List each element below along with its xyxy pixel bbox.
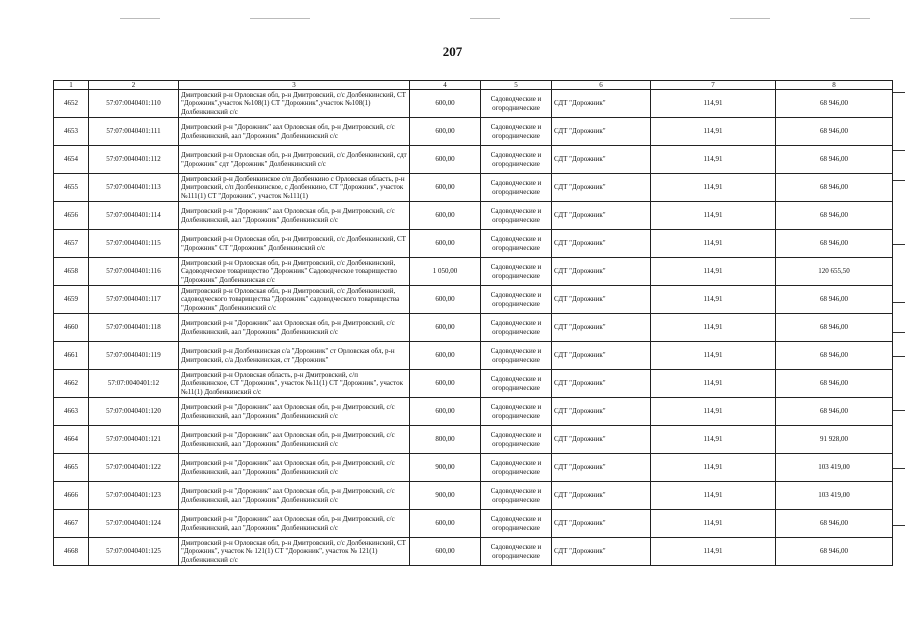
table-row: [54, 370, 893, 398]
edge-mark: [893, 180, 905, 181]
column-header: 3: [179, 81, 410, 90]
plot-address: Дмитровский р-н "Дорожник" аал Орловская обл, р-н Дмитровский, с/с Долбенкинский, аал "Дорожник" Долбенкинский с/с: [179, 482, 410, 510]
edge-mark: [893, 302, 905, 303]
scan-artifact: [730, 18, 770, 19]
plot-address: Дмитровский р-н Орловская обл, р-н Дмитровский, с/с Долбенкинский, сдт "Дорожник" сдт "Дорожник" Долбенкинский с/с: [179, 146, 410, 174]
row-number: 4660: [54, 314, 89, 342]
cadastral-cost: 68 946,00: [776, 398, 893, 426]
column-header: 7: [651, 81, 776, 90]
row-number: 4654: [54, 146, 89, 174]
edge-mark: [893, 410, 905, 411]
plot-address: Дмитровский р-н "Дорожник" аал Орловская обл, р-н Дмитровский, с/с Долбенкинский, аал "Дорожник" Долбенкинский с/с: [179, 202, 410, 230]
plot-area: 600,00: [410, 286, 481, 314]
plot-area: 600,00: [410, 118, 481, 146]
row-number: 4666: [54, 482, 89, 510]
row-number: 4667: [54, 510, 89, 538]
table-row: [54, 202, 893, 230]
table-row: [54, 482, 893, 510]
plot-address: Дмитровский р-н Долбенкинское с/п Долбенкино с Орловская область, р-н Дмитровский, с/п Долбенкинское, с Долбенкино, СТ "Дорожник", участок №111(1) СТ "Дорожник", участок №111(1): [179, 174, 410, 202]
plot-area: 600,00: [410, 342, 481, 370]
cadastral-number: 57:07:0040401:114: [89, 202, 179, 230]
cadastral-cost: 68 946,00: [776, 118, 893, 146]
page-number: 207: [442, 44, 463, 59]
cadastral-cost: 68 946,00: [776, 202, 893, 230]
cadastral-number: 57:07:0040401:112: [89, 146, 179, 174]
table-row: [54, 118, 893, 146]
table-row: [54, 258, 893, 286]
cadastral-number: 57:07:0040401:125: [89, 538, 179, 566]
plot-address: Дмитровский р-н Долбенкинская с/а "Дорожник" ст Орловская обл, р-н Дмитровский, с/а Долбенкинская, ст "Дорожник": [179, 342, 410, 370]
unit-price: 114,91: [651, 286, 776, 314]
land-use-category: Садоводческие и огороднические: [481, 370, 552, 398]
plot-area: 600,00: [410, 314, 481, 342]
plot-area: 600,00: [410, 90, 481, 118]
unit-price: 114,91: [651, 314, 776, 342]
edge-mark: [893, 332, 905, 333]
owner-name: СДТ "Дорожник": [552, 398, 651, 426]
plot-address: Дмитровский р-н "Дорожник" аал Орловская обл, р-н Дмитровский, с/с Долбенкинский, аал "Дорожник" Долбенкинский с/с: [179, 398, 410, 426]
unit-price: 114,91: [651, 454, 776, 482]
row-number: 4661: [54, 342, 89, 370]
unit-price: 114,91: [651, 90, 776, 118]
table-row: [54, 230, 893, 258]
table-row: [54, 426, 893, 454]
edge-mark: [893, 525, 905, 526]
table-row: [54, 314, 893, 342]
column-header: 5: [481, 81, 552, 90]
cadastral-number: 57:07:0040401:120: [89, 398, 179, 426]
table-row: [54, 90, 893, 118]
plot-area: 600,00: [410, 370, 481, 398]
unit-price: 114,91: [651, 370, 776, 398]
plot-address: Дмитровский р-н Орловская область, р-н Дмитровский, с/п Долбенкинское, СТ "Дорожник", участок №11(1) СТ "Дорожник", участок №11(1) Долбенкинский с/с: [179, 370, 410, 398]
owner-name: СДТ "Дорожник": [552, 174, 651, 202]
plot-area: 800,00: [410, 426, 481, 454]
plot-address: Дмитровский р-н "Дорожник" аал Орловская обл, р-н Дмитровский, с/с Долбенкинский, аал "Дорожник" Долбенкинский с/с: [179, 314, 410, 342]
plot-address: Дмитровский р-н Орловская обл, р-н Дмитровский, с/с Долбенкинский, садоводческого товарищества "Дорожник" садоводческого товарищества "Дорожник" Долбенкинский с/с: [179, 286, 410, 314]
land-use-category: Садоводческие и огороднические: [481, 174, 552, 202]
plot-address: Дмитровский р-н "Дорожник" аал Орловская обл, р-н Дмитровский, с/с Долбенкинский, аал "Дорожник" Долбенкинский с/с: [179, 454, 410, 482]
cadastral-cost: 103 419,00: [776, 482, 893, 510]
cadastral-number: 57:07:0040401:116: [89, 258, 179, 286]
cadastral-number: 57:07:0040401:113: [89, 174, 179, 202]
plot-address: Дмитровский р-н "Дорожник" аал Орловская обл, р-н Дмитровский, с/с Долбенкинский, аал "Дорожник" Долбенкинский с/с: [179, 118, 410, 146]
land-use-category: Садоводческие и огороднические: [481, 510, 552, 538]
cadastral-number: 57:07:0040401:117: [89, 286, 179, 314]
unit-price: 114,91: [651, 174, 776, 202]
row-number: 4652: [54, 90, 89, 118]
row-number: 4655: [54, 174, 89, 202]
plot-area: 600,00: [410, 146, 481, 174]
land-use-category: Садоводческие и огороднические: [481, 454, 552, 482]
cadastral-cost: 68 946,00: [776, 90, 893, 118]
cadastral-number: 57:07:0040401:122: [89, 454, 179, 482]
table-header-row: [54, 81, 893, 90]
owner-name: СДТ "Дорожник": [552, 342, 651, 370]
plot-address: Дмитровский р-н Орловская обл, р-н Дмитровский, с/с Долбенкинский, СТ "Дорожник", участок № 121(1) СТ "Дорожник", участок № 121(1) Долбенкинский с/с: [179, 538, 410, 566]
row-number: 4657: [54, 230, 89, 258]
owner-name: СДТ "Дорожник": [552, 230, 651, 258]
table-row: [54, 174, 893, 202]
land-use-category: Садоводческие и огороднические: [481, 342, 552, 370]
table-row: [54, 510, 893, 538]
cadastral-cost: 120 655,50: [776, 258, 893, 286]
cadastral-cost: 68 946,00: [776, 510, 893, 538]
plot-area: 900,00: [410, 454, 481, 482]
owner-name: СДТ "Дорожник": [552, 370, 651, 398]
owner-name: СДТ "Дорожник": [552, 146, 651, 174]
unit-price: 114,91: [651, 482, 776, 510]
owner-name: СДТ "Дорожник": [552, 202, 651, 230]
scan-artifact: [850, 18, 870, 19]
land-use-category: Садоводческие и огороднические: [481, 258, 552, 286]
column-header: 8: [776, 81, 893, 90]
cadastral-cost: 68 946,00: [776, 230, 893, 258]
cadastral-cost: 68 946,00: [776, 174, 893, 202]
land-use-category: Садоводческие и огороднические: [481, 314, 552, 342]
plot-area: 600,00: [410, 230, 481, 258]
scan-artifact: [250, 18, 310, 19]
row-number: 4659: [54, 286, 89, 314]
owner-name: СДТ "Дорожник": [552, 510, 651, 538]
cadastral-cost: 91 928,00: [776, 426, 893, 454]
unit-price: 114,91: [651, 510, 776, 538]
cadastral-number: 57:07:0040401:124: [89, 510, 179, 538]
cadastral-cost: 103 419,00: [776, 454, 893, 482]
column-header: 4: [410, 81, 481, 90]
unit-price: 114,91: [651, 230, 776, 258]
cadastral-cost: 68 946,00: [776, 146, 893, 174]
cadastral-cost: 68 946,00: [776, 342, 893, 370]
cadastral-number: 57:07:0040401:115: [89, 230, 179, 258]
land-use-category: Садоводческие и огороднические: [481, 426, 552, 454]
cadastral-number: 57:07:0040401:118: [89, 314, 179, 342]
cadastral-number: 57:07:0040401:111: [89, 118, 179, 146]
column-header: 1: [54, 81, 89, 90]
plot-area: 900,00: [410, 482, 481, 510]
plot-area: 600,00: [410, 510, 481, 538]
owner-name: СДТ "Дорожник": [552, 286, 651, 314]
row-number: 4653: [54, 118, 89, 146]
land-use-category: Садоводческие и огороднические: [481, 90, 552, 118]
table-row: [54, 454, 893, 482]
owner-name: СДТ "Дорожник": [552, 538, 651, 566]
plot-area: 600,00: [410, 538, 481, 566]
table-row: [54, 398, 893, 426]
cadastral-cost: 68 946,00: [776, 370, 893, 398]
land-use-category: Садоводческие и огороднические: [481, 482, 552, 510]
row-number: 4663: [54, 398, 89, 426]
row-number: 4668: [54, 538, 89, 566]
column-header: 6: [552, 81, 651, 90]
unit-price: 114,91: [651, 258, 776, 286]
unit-price: 114,91: [651, 538, 776, 566]
land-use-category: Садоводческие и огороднические: [481, 398, 552, 426]
row-number: 4664: [54, 426, 89, 454]
owner-name: СДТ "Дорожник": [552, 90, 651, 118]
unit-price: 114,91: [651, 146, 776, 174]
cadastral-cost: 68 946,00: [776, 538, 893, 566]
cadastral-number: 57:07:0040401:12: [89, 370, 179, 398]
edge-mark: [893, 468, 905, 469]
unit-price: 114,91: [651, 426, 776, 454]
owner-name: СДТ "Дорожник": [552, 482, 651, 510]
table-row: [54, 342, 893, 370]
land-use-category: Садоводческие и огороднические: [481, 202, 552, 230]
table-row: [54, 286, 893, 314]
plot-area: 1 050,00: [410, 258, 481, 286]
plot-address: Дмитровский р-н "Дорожник" аал Орловская обл, р-н Дмитровский, с/с Долбенкинский, аал "Дорожник" Долбенкинский с/с: [179, 510, 410, 538]
land-use-category: Садоводческие и огороднические: [481, 538, 552, 566]
land-plots-table: [53, 80, 893, 566]
scan-artifact: [470, 18, 500, 19]
scan-artifact: [120, 18, 160, 19]
cadastral-number: 57:07:0040401:123: [89, 482, 179, 510]
column-header: 2: [89, 81, 179, 90]
plot-address: Дмитровский р-н Орловская обл, р-н Дмитровский, с/с Долбенкинский, СТ "Дорожник" СТ "Дорожник" Долбенкинский с/с: [179, 230, 410, 258]
plot-area: 600,00: [410, 174, 481, 202]
land-use-category: Садоводческие и огороднические: [481, 118, 552, 146]
cadastral-cost: 68 946,00: [776, 314, 893, 342]
land-use-category: Садоводческие и огороднические: [481, 286, 552, 314]
cadastral-number: 57:07:0040401:121: [89, 426, 179, 454]
plot-address: Дмитровский р-н Орловская обл, р-н Дмитровский, с/с Долбенкинский, СТ "Дорожник",участок №108(1) СТ "Дорожник",участок №108(1) Долбенкинский с/с: [179, 90, 410, 118]
owner-name: СДТ "Дорожник": [552, 314, 651, 342]
owner-name: СДТ "Дорожник": [552, 426, 651, 454]
owner-name: СДТ "Дорожник": [552, 118, 651, 146]
unit-price: 114,91: [651, 398, 776, 426]
owner-name: СДТ "Дорожник": [552, 258, 651, 286]
cadastral-cost: 68 946,00: [776, 286, 893, 314]
unit-price: 114,91: [651, 202, 776, 230]
edge-mark: [893, 244, 905, 245]
plot-area: 600,00: [410, 398, 481, 426]
row-number: 4656: [54, 202, 89, 230]
table-row: [54, 146, 893, 174]
row-number: 4658: [54, 258, 89, 286]
edge-mark: [893, 150, 905, 151]
plot-address: Дмитровский р-н "Дорожник" аал Орловская обл, р-н Дмитровский, с/с Долбенкинский, аал "Дорожник" Долбенкинский с/с: [179, 426, 410, 454]
row-number: 4662: [54, 370, 89, 398]
cadastral-number: 57:07:0040401:119: [89, 342, 179, 370]
edge-mark: [893, 92, 905, 93]
table-body: [54, 81, 893, 566]
plot-address: Дмитровский р-н Орловская обл, р-н Дмитровский, с/с Долбенкинский, Садоводческое товарищество "Дорожник" Садоводческое товарищество "Дорожник" Долбенкинская с/с: [179, 258, 410, 286]
table-row: [54, 538, 893, 566]
land-use-category: Садоводческие и огороднические: [481, 146, 552, 174]
unit-price: 114,91: [651, 342, 776, 370]
edge-mark: [893, 356, 905, 357]
owner-name: СДТ "Дорожник": [552, 454, 651, 482]
row-number: 4665: [54, 454, 89, 482]
land-use-category: Садоводческие и огороднические: [481, 230, 552, 258]
plot-area: 600,00: [410, 202, 481, 230]
cadastral-number: 57:07:0040401:110: [89, 90, 179, 118]
unit-price: 114,91: [651, 118, 776, 146]
